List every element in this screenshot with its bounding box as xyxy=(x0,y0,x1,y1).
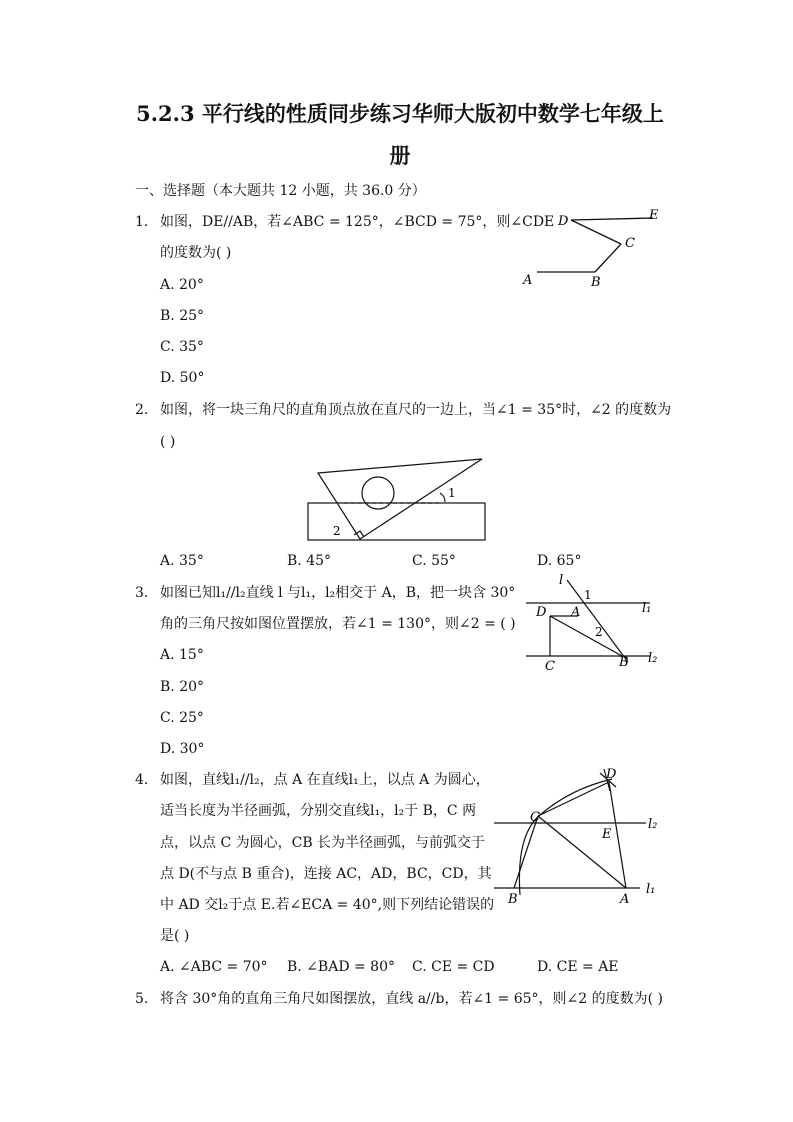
question-4-text-line-6: 是( ) xyxy=(160,928,190,944)
question-4-number: 4. xyxy=(135,772,149,788)
question-1-option-c: C. 35° xyxy=(160,339,204,355)
q4-label-e: E xyxy=(602,827,612,842)
q4-arc-from-a xyxy=(519,779,612,895)
q1-line-cb xyxy=(595,244,621,272)
q4-segment-ca xyxy=(538,816,626,888)
question-4-text-line-3: 点，以点 C 为圆心，CB 长为半径画弧，与前弧交于 xyxy=(160,835,486,851)
question-3-option-a: A. 15° xyxy=(160,647,204,663)
q3-label-l: l xyxy=(559,573,564,588)
q3-label-l1: l₁ xyxy=(642,601,652,616)
question-4-text-line-4: 点 D(不与点 B 重合)，连接 AC，AD，BC，CD，其 xyxy=(160,866,492,882)
question-2-text-line-2: ( ) xyxy=(160,434,176,450)
question-3-figure xyxy=(520,570,670,675)
question-5-number: 5. xyxy=(135,991,149,1007)
q3-triangle-db xyxy=(550,616,622,656)
q1-line-de xyxy=(571,218,653,220)
q2-label-2: 2 xyxy=(333,524,341,538)
q4-label-l1: l₁ xyxy=(646,882,656,897)
q1-label-e: E xyxy=(649,208,659,223)
question-1-option-d: D. 50° xyxy=(160,370,205,386)
q4-label-a: A xyxy=(620,892,630,907)
question-2-option-a: A. 35° xyxy=(160,553,204,569)
q3-label-b: B xyxy=(619,655,629,670)
question-3-option-d: D. 30° xyxy=(160,741,205,757)
q2-triangle-hole xyxy=(362,477,394,509)
q4-segment-cb xyxy=(514,816,538,888)
q1-label-a: A xyxy=(523,273,533,288)
question-2-text-line-1: 如图，将一块三角尺的直角顶点放在直尺的一边上，当∠1 = 35°时，∠2 的度数为 xyxy=(160,402,672,418)
question-1-number: 1. xyxy=(135,214,149,230)
q4-segment-da xyxy=(609,782,626,888)
question-2-figure xyxy=(300,455,500,550)
q3-label-c: C xyxy=(545,659,555,674)
question-4-figure xyxy=(490,765,670,910)
question-1-option-a: A. 20° xyxy=(160,277,204,293)
question-3-text-line-1: 如图已知l₁//l₂直线 l 与l₁，l₂相交于 A，B，把一块含 30° xyxy=(160,585,516,601)
question-2-option-c: C. 55° xyxy=(412,553,456,569)
question-4-text-line-5: 中 AD 交l₂于点 E.若∠ECA = 40°,则下列结论错误的 xyxy=(160,897,495,913)
q2-angle-1-arc xyxy=(440,493,445,502)
question-4-text-line-1: 如图，直线l₁//l₂，点 A 在直线l₁上，以点 A 为圆心， xyxy=(160,772,490,788)
question-4-text-line-2: 适当长度为半径画弧，分别交直线l₁，l₂于 B，C 两 xyxy=(160,803,477,819)
section-header: 一、选择题（本大题共 12 小题，共 36.0 分） xyxy=(135,183,426,199)
q3-label-d: D xyxy=(536,605,547,620)
q1-label-c: C xyxy=(625,236,635,251)
question-4-option-b: B. ∠BAD = 80° xyxy=(287,959,395,975)
q4-label-d: D xyxy=(606,767,617,782)
q3-label-l2: l₂ xyxy=(648,651,658,666)
q3-label-a: A xyxy=(571,605,581,620)
q4-label-b: B xyxy=(508,892,518,907)
question-3-option-c: C. 25° xyxy=(160,710,204,726)
question-4-option-d: D. CE = AE xyxy=(537,959,619,975)
q2-label-1: 1 xyxy=(448,486,456,500)
page-title-line-1: 5.2.3 平行线的性质同步练习华师大版初中数学七年级上 xyxy=(136,101,664,126)
page-title-line-2: 册 xyxy=(389,143,411,168)
q1-line-dc xyxy=(571,220,621,244)
question-1-text-line-1: 如图，DE//AB，若∠ABC = 125°，∠BCD = 75°，则∠CDE xyxy=(160,214,555,230)
question-1-option-b: B. 25° xyxy=(160,308,205,324)
q3-label-1: 1 xyxy=(584,588,592,602)
question-3-number: 3. xyxy=(135,585,149,601)
question-4-option-a: A. ∠ABC = 70° xyxy=(160,959,268,975)
question-2-option-d: D. 65° xyxy=(537,553,582,569)
question-4-option-c: C. CE = CD xyxy=(412,959,495,975)
question-3-text-line-2: 角的三角尺按如图位置摆放，若∠1 = 130°，则∠2 = ( ) xyxy=(160,616,516,632)
q4-segment-cd xyxy=(538,782,609,816)
q3-line-l xyxy=(567,580,628,662)
question-2-number: 2. xyxy=(135,402,149,418)
q2-triangle xyxy=(318,459,482,539)
question-2-option-b: B. 45° xyxy=(287,553,332,569)
question-1-figure xyxy=(515,200,675,300)
q3-label-2: 2 xyxy=(595,625,603,639)
q1-label-b: B xyxy=(591,275,601,290)
question-3-option-b: B. 20° xyxy=(160,679,205,695)
q4-label-c: C xyxy=(530,810,540,825)
q1-label-d: D xyxy=(558,214,569,229)
question-1-text-line-2: 的度数为( ) xyxy=(160,245,232,261)
q4-label-l2: l₂ xyxy=(648,817,658,832)
question-5-text-line-1: 将含 30°角的直角三角尺如图摆放，直线 a//b，若∠1 = 65°，则∠2 的度数为( ) xyxy=(160,991,664,1007)
